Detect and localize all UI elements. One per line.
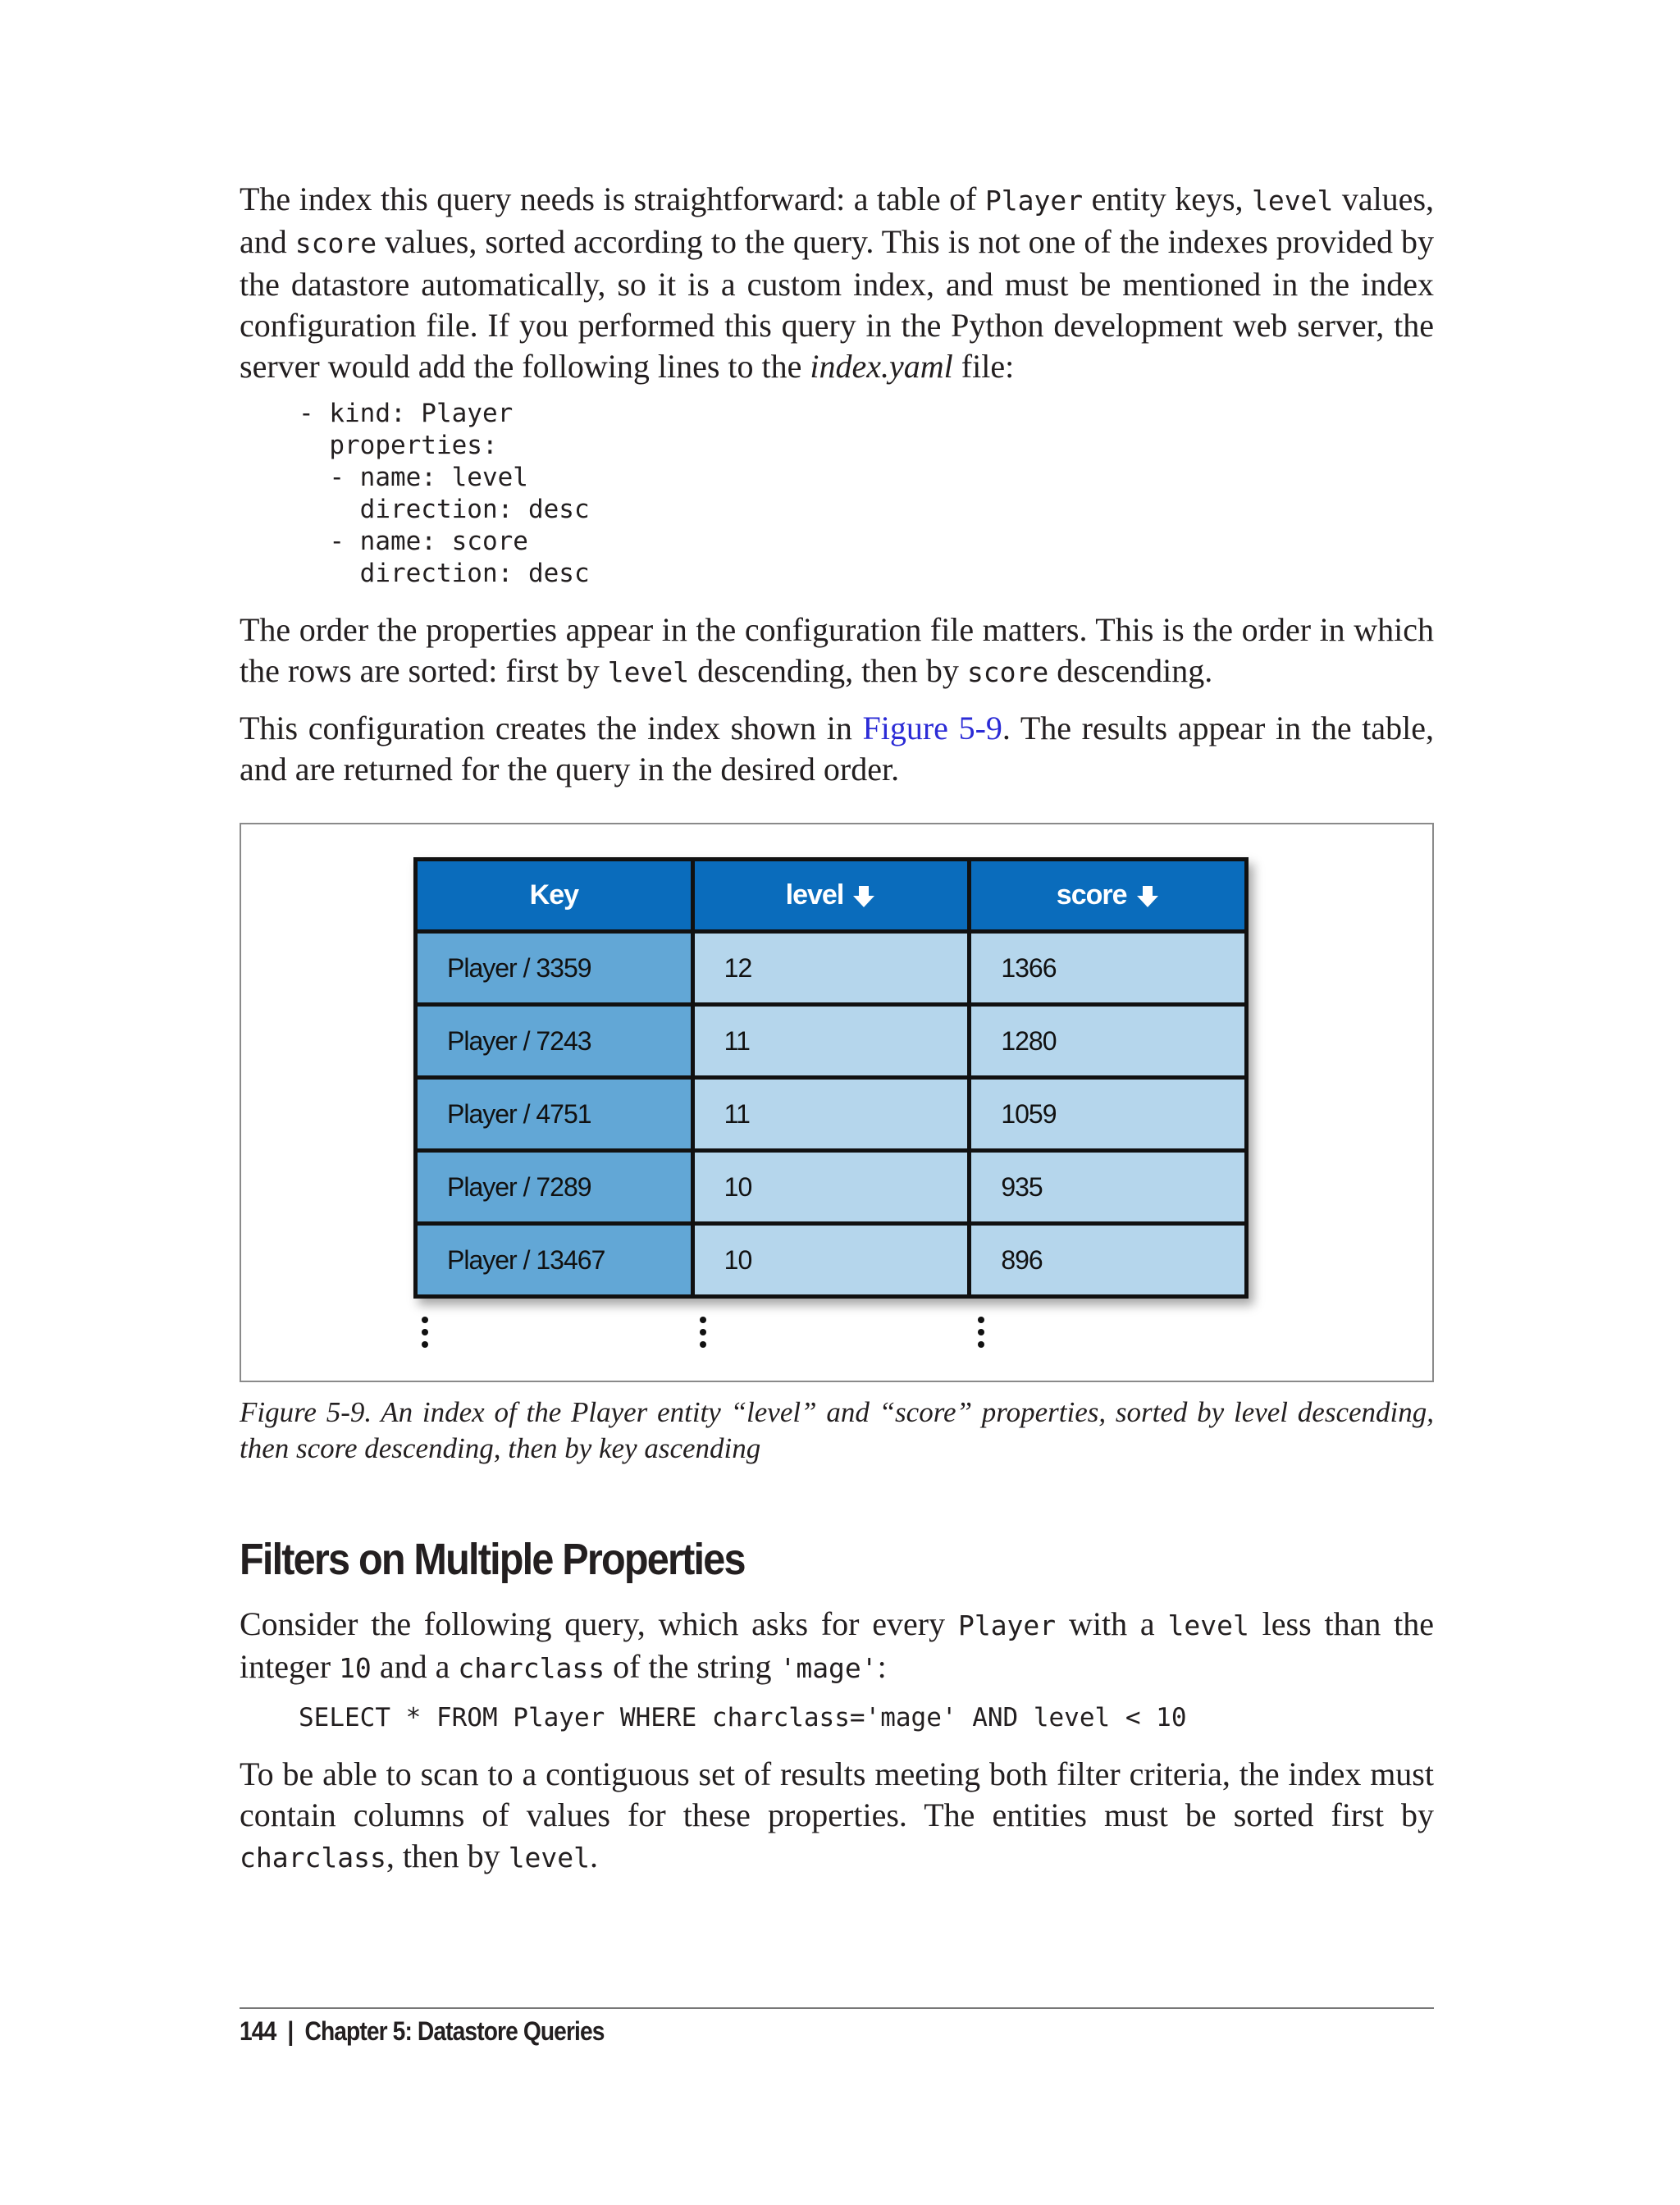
paragraph-query-intro [240, 1604, 1434, 1689]
header-score [970, 860, 1247, 932]
section-title: Filters on Multiple Properties [240, 1535, 745, 1584]
text: values, and [240, 180, 1435, 260]
text: The order the properties appear in the configuration file matters. This is the order in which the rows are sorted: first by [240, 611, 1434, 689]
text: entity keys, [1083, 180, 1252, 217]
level-cell: 12 [692, 932, 970, 1005]
inline-code: score [294, 227, 377, 259]
paragraph-index-description [240, 179, 1434, 387]
inline-code: charclass [240, 1842, 386, 1874]
paragraph-index-columns [240, 1754, 1434, 1879]
continuation-dots-icon [698, 1317, 708, 1348]
inline-code: level [1252, 185, 1334, 217]
paragraph-figure-reference [240, 708, 1434, 790]
key-cell: Player / 7289 [416, 1151, 693, 1224]
score-cell: 1280 [970, 1005, 1247, 1078]
inline-code: Player [957, 1609, 1057, 1641]
footer-divider [240, 2007, 1434, 2009]
text: file: [952, 348, 1015, 385]
text: : [877, 1648, 887, 1685]
page-number: 144 [240, 2016, 276, 2046]
figure-link[interactable]: Figure 5-9 [862, 710, 1002, 746]
text: . The results appear in the table, and are returned for the query in the desired order. [240, 710, 1434, 788]
key-cell: Player / 13467 [416, 1224, 693, 1297]
text: with a [1056, 1605, 1168, 1642]
inline-code: 'mage' [779, 1652, 878, 1684]
index-table [413, 857, 1249, 1299]
key-cell: Player / 7243 [416, 1005, 693, 1078]
yaml-code-block: - kind: Player properties: - name: level direction: desc - name: score direction: desc [299, 399, 590, 588]
text: This configuration creates the index shown in [240, 710, 863, 746]
key-cell: Player / 3359 [416, 932, 693, 1005]
score-cell: 896 [970, 1224, 1247, 1297]
text: less than the integer [240, 1605, 1435, 1685]
text: descending, then by [689, 652, 967, 689]
inline-code: level [508, 1842, 591, 1874]
key-cell: Player / 4751 [416, 1078, 693, 1151]
figure-caption: Figure 5-9. An index of the Player entity “level” and “score” properties, sorted by level descending, then score descending, then by key ascending [240, 1396, 1434, 1464]
inline-code: level [607, 656, 690, 688]
inline-code: score [966, 656, 1049, 688]
text: of the string [605, 1648, 780, 1685]
table-row [416, 932, 1247, 1005]
gql-code-block: SELECT * FROM Player WHERE charclass='mage' AND level < 10 [299, 1703, 1187, 1732]
filename: index.yaml [810, 348, 953, 385]
text: and a [371, 1648, 459, 1685]
footer-separator: | [287, 2016, 294, 2046]
index-table-body [416, 932, 1247, 1297]
text: values, sorted according to the query. This is not one of the indexes provided by the datastore automatically, so it is a custom index, and must be mentioned in the index configuration file. If you performed this query in the Python development web server, the server would add the following lines to the [240, 223, 1434, 385]
text: To be able to scan to a contiguous set of results meeting both filter criteria, the index must contain columns of values for these properties. The entities must be sorted first by [240, 1755, 1434, 1833]
inline-code: Player [984, 185, 1084, 217]
text: Consider the following query, which asks for every [240, 1605, 958, 1642]
chapter-title: Chapter 5: Datastore Queries [304, 2016, 605, 2046]
header-level [692, 860, 970, 932]
header-label: Key [529, 879, 579, 911]
table-row [416, 1005, 1247, 1078]
score-cell: 1059 [970, 1078, 1247, 1151]
header-key [416, 860, 693, 932]
text: descending. [1048, 652, 1213, 689]
continuation-dots-icon [976, 1317, 986, 1348]
continuation-dots-icon [420, 1317, 430, 1348]
arrow-down-icon [851, 884, 876, 909]
level-cell: 10 [692, 1224, 970, 1297]
table-row [416, 1151, 1247, 1224]
score-cell: 935 [970, 1151, 1247, 1224]
inline-code: charclass [458, 1652, 605, 1684]
inline-code: level [1167, 1609, 1249, 1641]
table-row [416, 1224, 1247, 1297]
header-label: score [1056, 879, 1127, 911]
arrow-down-icon [1135, 884, 1160, 909]
table-header-row [416, 860, 1247, 932]
level-cell: 10 [692, 1151, 970, 1224]
level-cell: 11 [692, 1078, 970, 1151]
score-cell: 1366 [970, 932, 1247, 1005]
paragraph-property-order [240, 609, 1434, 693]
inline-code: 10 [339, 1652, 372, 1684]
figure-5-9 [240, 823, 1434, 1382]
level-cell: 11 [692, 1005, 970, 1078]
header-label: level [785, 879, 844, 911]
text: , then by [386, 1838, 509, 1874]
table-row [416, 1078, 1247, 1151]
text: The index this query needs is straightforward: a table of [240, 180, 985, 217]
text: . [590, 1838, 599, 1874]
page-footer [240, 2016, 605, 2047]
